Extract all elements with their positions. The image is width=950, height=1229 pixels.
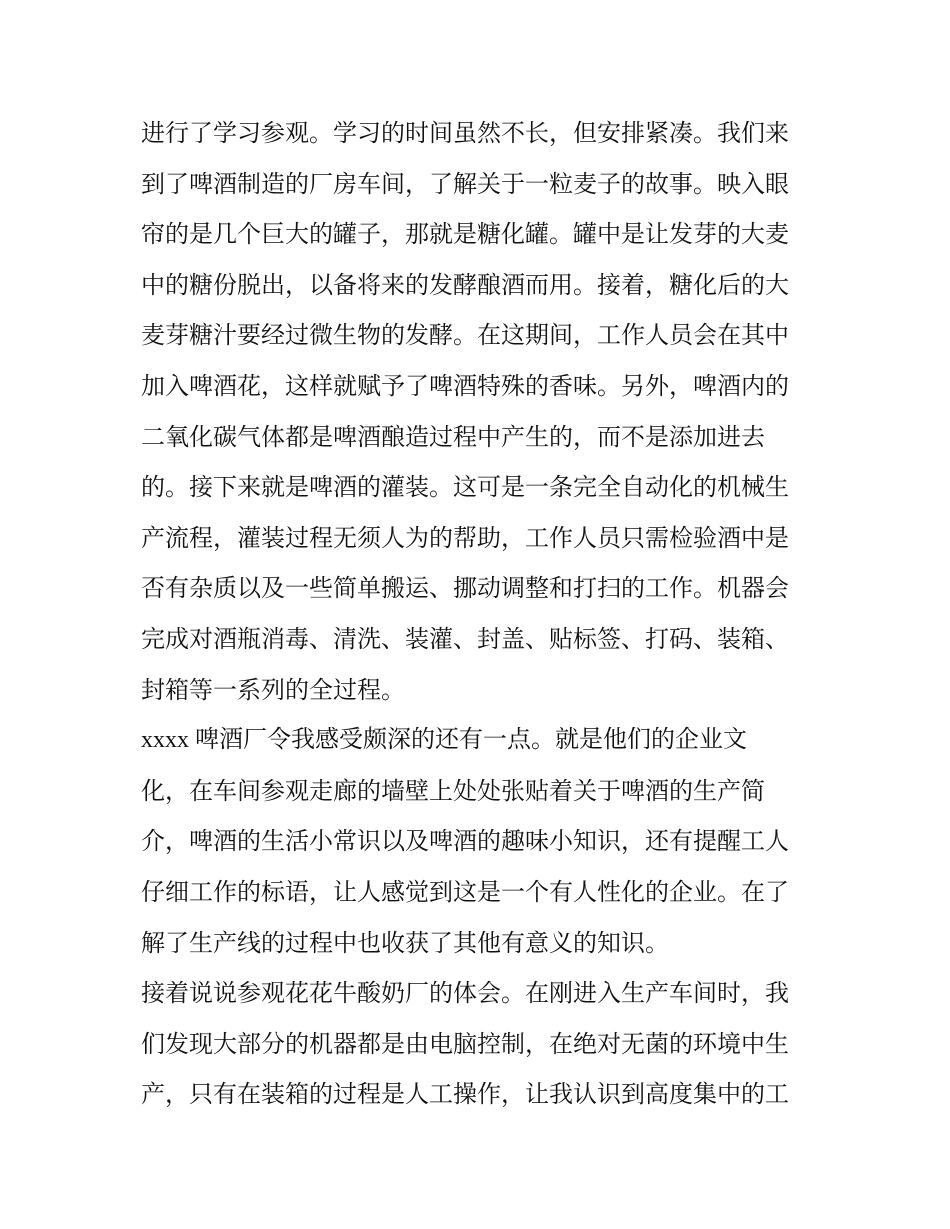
text-line: 产，只有在装箱的过程是人工操作，让我认识到高度集中的工 [141,1080,789,1109]
text-line: 产流程，灌装过程无须人为的帮助，工作人员只需检验酒中是 [141,523,789,552]
text-line: 的。接下来就是啤酒的灌装。这可是一条完全自动化的机械生 [141,473,789,502]
text-line: 麦芽糖汁要经过微生物的发酵。在这期间，工作人员会在其中 [141,321,789,350]
text-line: 接着说说参观花花牛酸奶厂的体会。在刚进入生产车间时，我 [141,979,789,1008]
text-line: xxxx 啤酒厂令我感受颇深的还有一点。就是他们的企业文 [141,727,747,754]
text-line: 二氧化碳气体都是啤酒酿造过程中产生的，而不是添加进去 [141,422,765,451]
text-line: 介，啤酒的生活小常识以及啤酒的趣味小知识，还有提醒工人 [141,827,789,856]
text-line: 进行了学习参观。学习的时间虽然不长，但安排紧凑。我们来 [141,119,789,147]
text-line: 封箱等一系列的全过程。 [141,675,405,704]
text-line: 中的糖份脱出，以备将来的发酵酿酒而用。接着，糖化后的大 [141,270,789,299]
text-line: 化，在车间参观走廊的墙壁上处处张贴着关于啤酒的生产简 [141,776,765,805]
body-text [141,108,813,1120]
text-line: 帘的是几个巨大的罐子，那就是糖化罐。罐中是让发芽的大麦 [141,220,789,249]
text-line: 加入啤酒花，这样就赋予了啤酒特殊的香味。另外，啤酒内的 [141,371,789,400]
text-line: 到了啤酒制造的厂房车间，了解关于一粒麦子的故事。映入眼 [141,169,789,198]
text-line: 完成对酒瓶消毒、清洗、装灌、封盖、贴标签、打码、装箱、 [141,624,789,653]
text-line: 否有杂质以及一些简单搬运、挪动调整和打扫的工作。机器会 [141,574,789,603]
text-line: 们发现大部分的机器都是由电脑控制，在绝对无菌的环境中生 [141,1029,789,1058]
text-line: 解了生产线的过程中也收获了其他有意义的知识。 [141,928,669,957]
text-line: 仔细工作的标语，让人感觉到这是一个有人性化的企业。在了 [141,877,789,906]
